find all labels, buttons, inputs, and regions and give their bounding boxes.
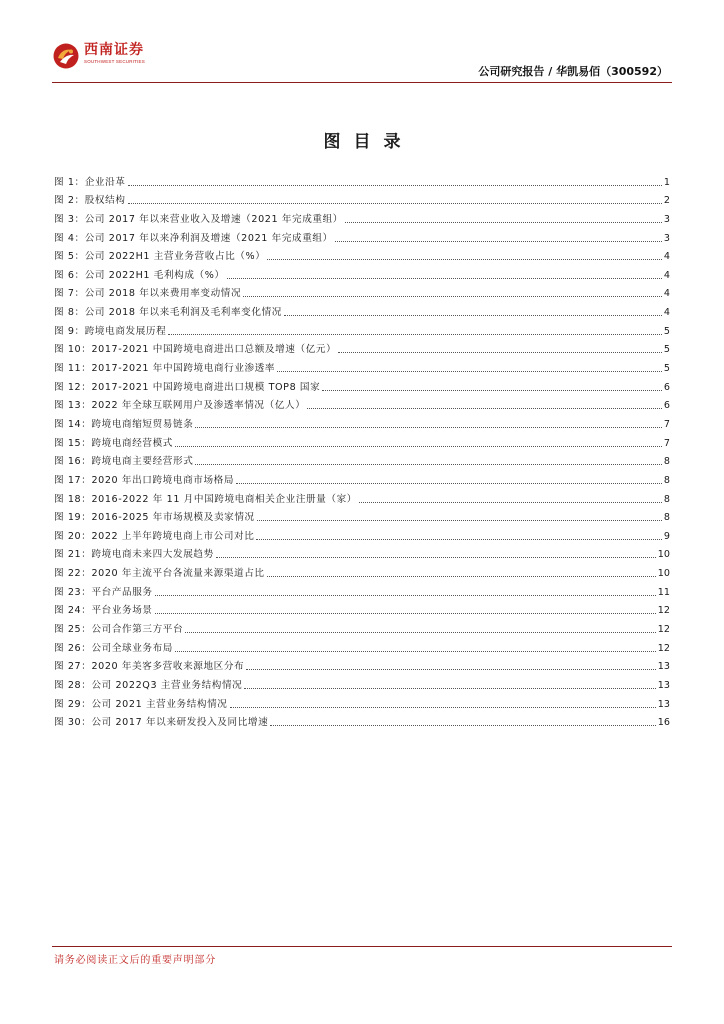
toc-entry-page: 13 (657, 698, 670, 710)
toc-entry-page: 12 (657, 605, 670, 617)
toc-dot-leader (270, 725, 656, 726)
toc-entry-label: 图 11：2017-2021 年中国跨境电商行业渗透率 (54, 363, 276, 375)
toc-entry-label: 图 19：2016-2025 年市场规模及卖家情况 (54, 512, 255, 524)
toc-entry-page: 13 (657, 661, 670, 673)
toc-entry-page: 5 (663, 325, 670, 337)
toc-dot-leader (335, 241, 662, 242)
toc-dot-leader (338, 352, 662, 353)
toc-entry-label: 图 25：公司合作第三方平台 (54, 624, 184, 636)
toc-entry[interactable] (54, 338, 670, 357)
toc-entry-label: 图 26：公司全球业务布局 (54, 642, 173, 654)
toc-entry[interactable] (54, 189, 670, 208)
toc-entry-label: 图 3：公司 2017 年以来营业收入及增速（2021 年完成重组） (54, 213, 344, 225)
toc-entry-page: 8 (663, 456, 670, 468)
toc-entry[interactable] (54, 282, 670, 301)
page-title: 图目录 (323, 132, 414, 152)
toc-entry[interactable] (54, 561, 670, 580)
toc-dot-leader (256, 539, 661, 540)
toc-entry-label: 图 1：企业沿革 (54, 176, 126, 188)
toc-entry-page: 8 (663, 474, 670, 486)
toc-entry-page: 6 (663, 381, 670, 393)
toc-entry-label: 图 18：2016-2022 年 11 月中国跨境电商相关企业注册量（家） (54, 493, 357, 505)
toc-dot-leader (175, 651, 656, 652)
toc-dot-leader (227, 278, 662, 279)
toc-entry-page: 12 (657, 624, 670, 636)
toc-entry[interactable] (54, 170, 670, 189)
logo-chinese-name: 西南证券 (84, 42, 144, 58)
toc-entry[interactable] (54, 636, 670, 655)
toc-entry-label: 图 15：跨境电商经营模式 (54, 437, 173, 449)
toc-dot-leader (175, 446, 662, 447)
toc-dot-leader (284, 315, 662, 316)
toc-entry[interactable] (54, 711, 670, 730)
toc-entry-page: 4 (663, 251, 670, 263)
toc-entry-label: 图 30：公司 2017 年以来研发投入及同比增速 (54, 717, 269, 729)
toc-dot-leader (322, 390, 662, 391)
toc-dot-leader (155, 613, 656, 614)
toc-entry-label: 图 8：公司 2018 年以来毛利润及毛利率变化情况 (54, 307, 282, 319)
toc-entry-page: 5 (663, 363, 670, 375)
toc-entry[interactable] (54, 524, 670, 543)
toc-entry-page: 10 (657, 549, 670, 561)
toc-entry-label: 图 6：公司 2022H1 毛利构成（%） (54, 269, 225, 281)
footer-divider (52, 946, 672, 947)
toc-entry-page: 5 (663, 344, 670, 356)
toc-entry[interactable] (54, 431, 670, 450)
toc-entry[interactable] (54, 412, 670, 431)
toc-entry-page: 12 (657, 642, 670, 654)
toc-entry[interactable] (54, 543, 670, 562)
toc-dot-leader (345, 222, 662, 223)
toc-dot-leader (277, 371, 662, 372)
toc-dot-leader (128, 185, 662, 186)
toc-entry-label: 图 14：跨境电商缩短贸易链条 (54, 418, 194, 430)
toc-entry-page: 16 (657, 717, 670, 729)
toc-entry-label: 图 28：公司 2022Q3 主营业务结构情况 (54, 679, 243, 691)
toc-entry-page: 4 (663, 288, 670, 300)
toc-entry[interactable] (54, 356, 670, 375)
toc-entry-page: 4 (663, 307, 670, 319)
toc-entry-page: 8 (663, 493, 670, 505)
toc-entry-label: 图 12：2017-2021 中国跨境电商进出口规模 TOP8 国家 (54, 381, 321, 393)
toc-entry[interactable] (54, 468, 670, 487)
toc-dot-leader (168, 334, 662, 335)
toc-entry-page: 6 (663, 400, 670, 412)
toc-entry[interactable] (54, 207, 670, 226)
page-header (0, 0, 724, 80)
toc-entry-label: 图 5：公司 2022H1 主营业务营收占比（%） (54, 251, 266, 263)
toc-entry[interactable] (54, 245, 670, 264)
toc-dot-leader (155, 595, 656, 596)
toc-entry[interactable] (54, 599, 670, 618)
toc-dot-leader (236, 483, 662, 484)
toc-entry[interactable] (54, 263, 670, 282)
toc-entry[interactable] (54, 375, 670, 394)
toc-entry[interactable] (54, 506, 670, 525)
toc-dot-leader (243, 296, 662, 297)
toc-entry-page: 7 (663, 437, 670, 449)
footer-disclaimer: 请务必阅读正文后的重要声明部分 (54, 955, 216, 966)
logo-emblem-icon (52, 42, 80, 70)
toc-entry-label: 图 20：2022 上半年跨境电商上市公司对比 (54, 530, 255, 542)
toc-dot-leader (195, 464, 662, 465)
toc-entry[interactable] (54, 319, 670, 338)
toc-dot-leader (230, 707, 656, 708)
toc-dot-leader (246, 669, 656, 670)
toc-dot-leader (267, 259, 661, 260)
toc-entry[interactable] (54, 692, 670, 711)
toc-dot-leader (267, 576, 656, 577)
toc-dot-leader (185, 632, 656, 633)
toc-dot-leader (244, 688, 655, 689)
toc-entry[interactable] (54, 450, 670, 469)
toc-entry-label: 图 23：平台产品服务 (54, 586, 153, 598)
toc-entry[interactable] (54, 487, 670, 506)
toc-entry-page: 1 (663, 176, 670, 188)
toc-entry-label: 图 13：2022 年全球互联网用户及渗透率情况（亿人） (54, 400, 306, 412)
toc-entry-label: 图 16：跨境电商主要经营形式 (54, 456, 194, 468)
toc-dot-leader (359, 502, 662, 503)
toc-entry-label: 图 29：公司 2021 主营业务结构情况 (54, 698, 228, 710)
toc-entry-page: 11 (657, 586, 670, 598)
toc-entry-label: 图 9：跨境电商发展历程 (54, 325, 167, 337)
toc-entry[interactable] (54, 300, 670, 319)
toc-entry-label: 图 17：2020 年出口跨境电商市场格局 (54, 474, 235, 486)
toc-dot-leader (307, 408, 661, 409)
figure-table-of-contents (54, 170, 670, 729)
toc-entry-label: 图 24：平台业务场景 (54, 605, 153, 617)
toc-entry[interactable] (54, 673, 670, 692)
toc-entry-label: 图 21：跨境电商未来四大发展趋势 (54, 549, 214, 561)
toc-entry-page: 3 (663, 213, 670, 225)
toc-entry-page: 10 (657, 568, 670, 580)
toc-entry[interactable] (54, 655, 670, 674)
toc-entry-page: 13 (657, 679, 670, 691)
toc-dot-leader (257, 520, 662, 521)
toc-dot-leader (216, 557, 656, 558)
toc-entry-page: 8 (663, 512, 670, 524)
company-logo (52, 42, 145, 70)
toc-dot-leader (128, 203, 662, 204)
toc-entry-label: 图 2：股权结构 (54, 195, 126, 207)
toc-entry-page: 2 (663, 195, 670, 207)
logo-english-name: SOUTHWEST SECURITIES (84, 59, 145, 64)
report-title: 公司研究报告 / 华凯易佰（300592） (478, 65, 668, 78)
toc-entry[interactable] (54, 394, 670, 413)
toc-entry-page: 9 (663, 530, 670, 542)
toc-dot-leader (195, 427, 662, 428)
toc-entry-label: 图 27：2020 年美客多营收来源地区分布 (54, 661, 245, 673)
header-divider (52, 82, 672, 83)
toc-entry-label: 图 22：2020 年主流平台各流量来源渠道占比 (54, 568, 265, 580)
toc-entry[interactable] (54, 617, 670, 636)
toc-entry[interactable] (54, 580, 670, 599)
toc-entry-label: 图 4：公司 2017 年以来净利润及增速（2021 年完成重组） (54, 232, 333, 244)
toc-entry-page: 4 (663, 269, 670, 281)
toc-entry-label: 图 7：公司 2018 年以来费用率变动情况 (54, 288, 242, 300)
toc-entry-page: 7 (663, 418, 670, 430)
toc-entry-page: 3 (663, 232, 670, 244)
toc-entry[interactable] (54, 226, 670, 245)
toc-entry-label: 图 10：2017-2021 中国跨境电商进出口总额及增速（亿元） (54, 344, 337, 356)
